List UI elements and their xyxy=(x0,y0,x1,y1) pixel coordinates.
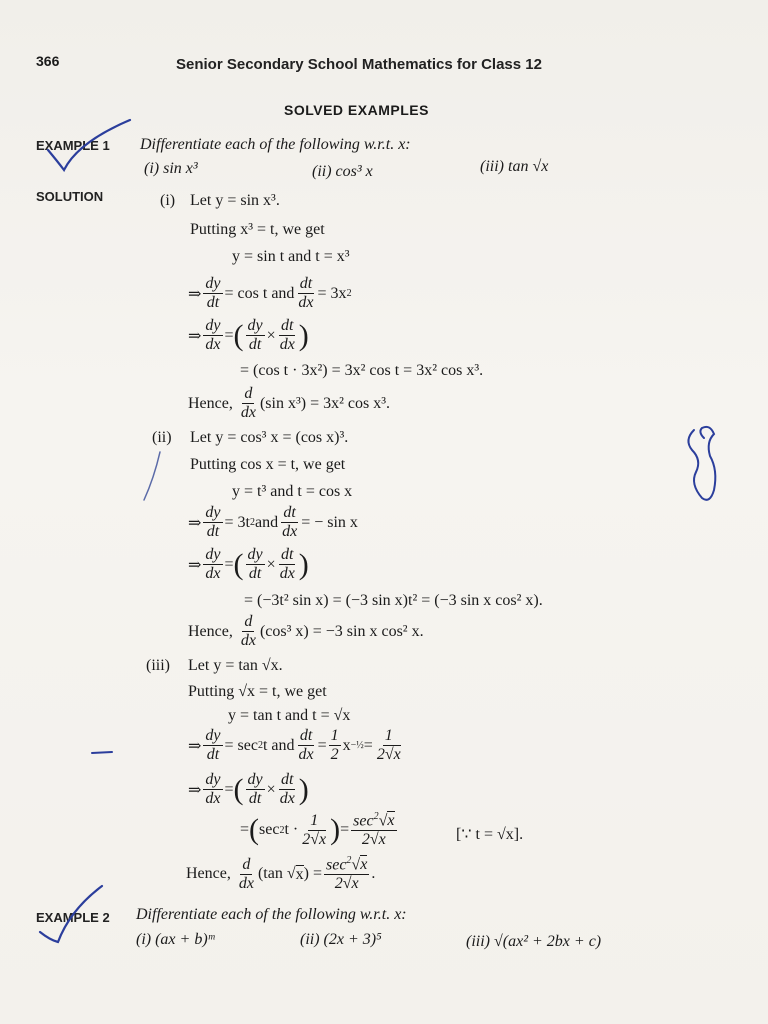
part-iii-putting: Putting √x = t, we get xyxy=(188,683,327,700)
part-ii-putting: Putting cos x = t, we get xyxy=(190,456,346,473)
part-iii-substitution: y = tan t and t = √x xyxy=(228,707,351,724)
section-title: SOLVED EXAMPLES xyxy=(284,102,429,118)
example2-label: EXAMPLE 2 xyxy=(36,910,110,925)
book-title: Senior Secondary School Mathematics for Class 12 xyxy=(176,56,542,73)
handwritten-doodle-icon xyxy=(680,420,730,510)
part-i-hence: Hence, $\frac{d}{dx}$ (sin x³) = 3x² cos x³. xyxy=(188,385,391,421)
part-iii-result: = ( sec 2 t · $\frac{1}{2√x}$ ) = $\frac{\sec^2√x}{2√x}$ xyxy=(240,811,395,849)
part-iii-chain-rule: ⇒ $\frac{dy}{dx}$ = ( $\frac{dy}{dt}$ × $\frac{dt}{dx}$ ) xyxy=(188,771,309,807)
pen-stroke-icon xyxy=(140,448,170,508)
part-i-substitution: y = sin t and t = x³ xyxy=(232,248,350,265)
part-ii-substitution: y = t³ and t = cos x xyxy=(232,483,353,500)
example2-prompt: Differentiate each of the following w.r.t. x: xyxy=(136,906,407,923)
part-i-derivatives: ⇒ $\frac{dy}{dt}$ = cos t and $\frac{dt}{dx}$ = 3x 2 xyxy=(188,275,352,311)
part-iii-number: (iii) xyxy=(146,657,170,674)
example2-part-ii: (ii) (2x + 3)⁵ xyxy=(300,931,382,948)
solution-label: SOLUTION xyxy=(36,189,104,204)
example2-part-i: (i) (ax + b)ᵐ xyxy=(136,931,215,948)
example1-label: EXAMPLE 1 xyxy=(36,138,110,153)
part-iii-derivatives: ⇒ $\frac{dy}{dt}$ = sec 2 t and $\frac{dt}{dx}$ = $\frac{1}{2}$ x −½ = $\frac{1}{2√x}$ xyxy=(188,727,401,763)
example1-prompt: Differentiate each of the following w.r.t. x: xyxy=(140,136,411,153)
part-i-let: Let y = sin x³. xyxy=(190,192,280,209)
example1-part-ii: (ii) cos³ x xyxy=(312,163,373,180)
part-ii-result: = (−3t² sin x) = (−3 sin x)t² = (−3 sin x cos² x). xyxy=(244,592,543,609)
part-ii-number: (ii) xyxy=(152,429,172,446)
part-iii-hence: Hence, $\frac{d}{dx}$ (tan √ x ) = $\frac{\sec^2√x}{2√x}$ . xyxy=(186,855,376,893)
part-ii-derivatives: ⇒ $\frac{dy}{dt}$ = 3t 2 and $\frac{dt}{dx}$ = − sin x xyxy=(188,504,358,540)
part-iii-because: [∵ t = √x]. xyxy=(456,826,524,843)
part-i-number: (i) xyxy=(160,192,176,209)
example2-part-iii: (iii) √(ax² + 2bx + c) xyxy=(466,933,602,950)
part-i-putting: Putting x³ = t, we get xyxy=(190,221,325,238)
example1-part-i: (i) sin x³ xyxy=(144,160,198,177)
checkmark-icon xyxy=(30,112,140,182)
part-ii-hence: Hence, $\frac{d}{dx}$ (cos³ x) = −3 sin x cos² x. xyxy=(188,613,424,649)
pen-dash-icon xyxy=(88,748,118,758)
part-i-chain-rule: ⇒ $\frac{dy}{dx}$ = ( $\frac{dy}{dt}$ × $\frac{dt}{dx}$ ) xyxy=(188,317,309,353)
page-number: 366 xyxy=(36,53,60,69)
example1-part-iii: (iii) tan √x xyxy=(480,158,549,175)
part-ii-let: Let y = cos³ x = (cos x)³. xyxy=(190,429,349,446)
part-iii-let: Let y = tan √x. xyxy=(188,657,283,674)
checkmark-icon xyxy=(30,880,120,950)
part-i-result: = (cos t · 3x²) = 3x² cos t = 3x² cos x³. xyxy=(240,362,484,379)
part-ii-chain-rule: ⇒ $\frac{dy}{dx}$ = ( $\frac{dy}{dt}$ × $\frac{dt}{dx}$ ) xyxy=(188,546,309,582)
